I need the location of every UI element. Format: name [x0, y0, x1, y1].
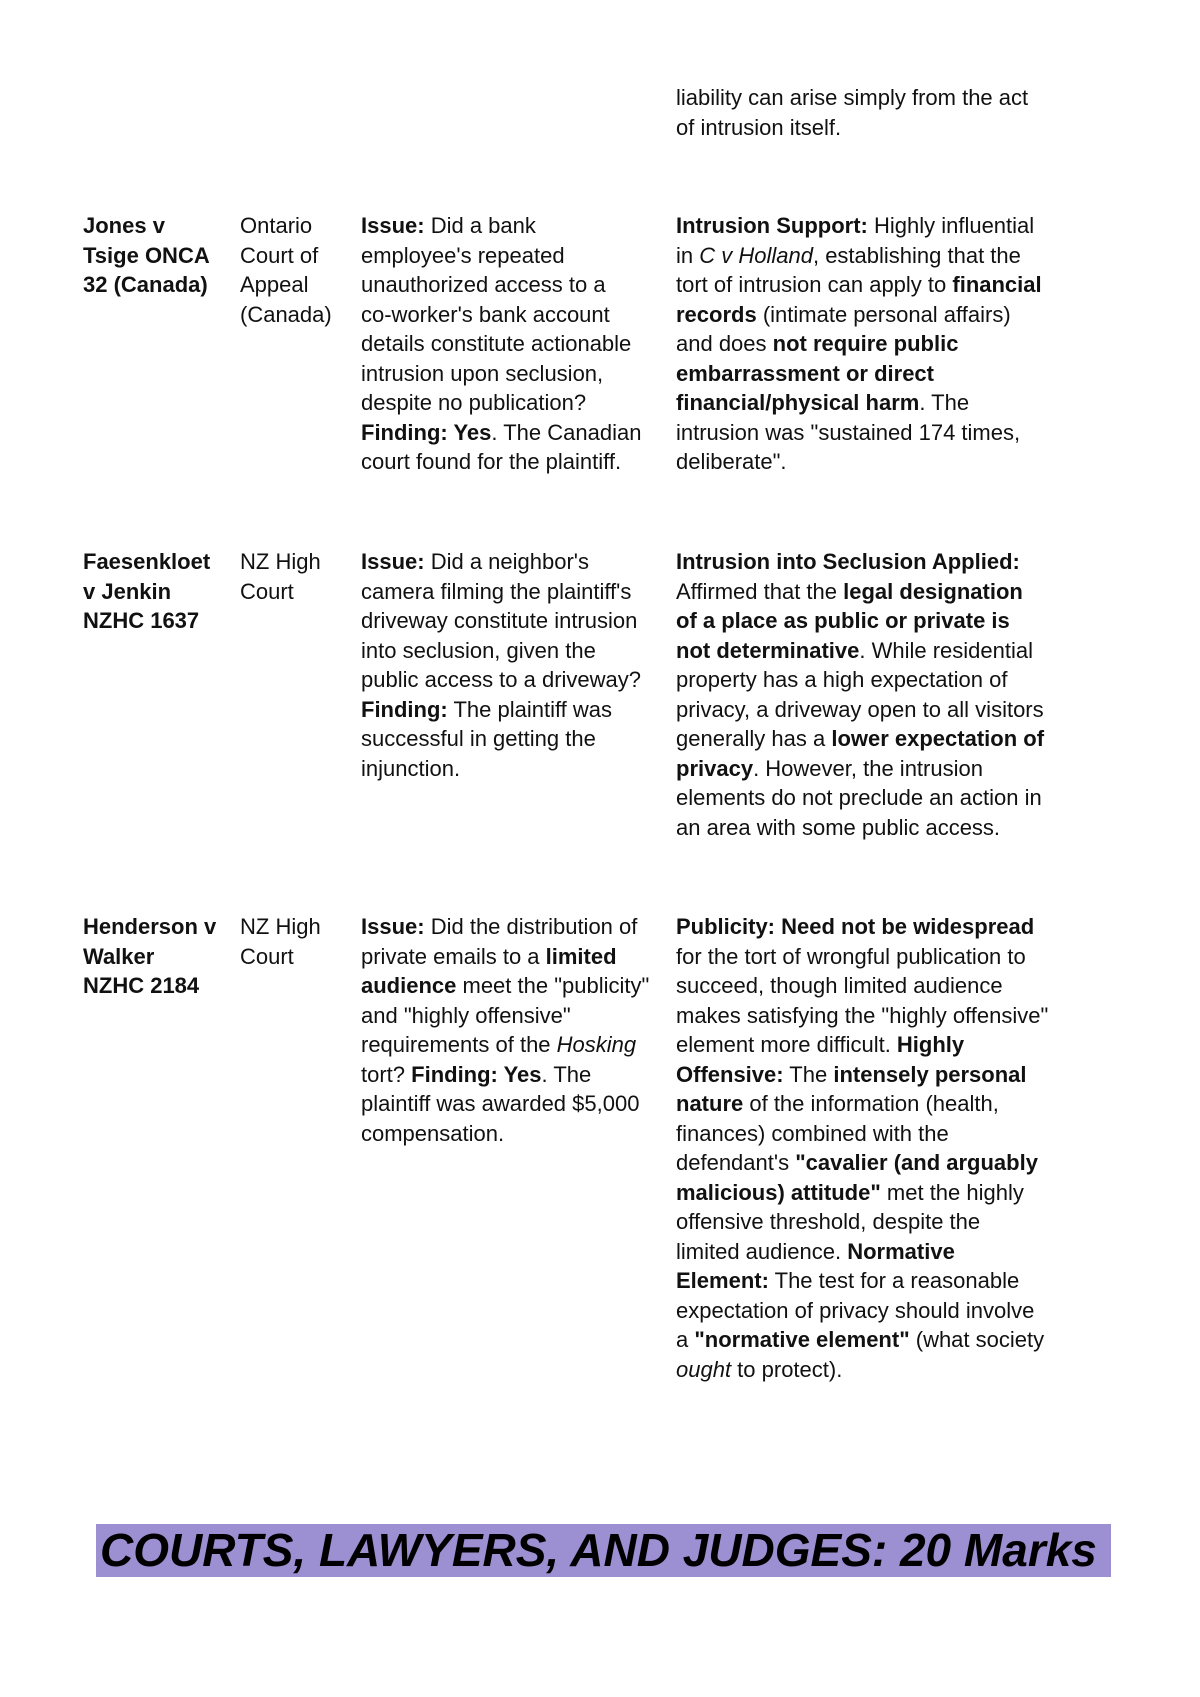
text-run: liability can arise simply from the act — [676, 85, 1029, 110]
text-line — [240, 241, 355, 271]
text-line — [676, 547, 1086, 577]
bold-text-run: financial/physical harm — [676, 390, 920, 415]
text-run: successful in getting the — [361, 726, 596, 751]
bold-text-run: Issue: — [361, 213, 425, 238]
text-run: Highly influential — [867, 213, 1035, 238]
bold-text-run: Publicity: Need not be widespread — [676, 914, 1035, 939]
text-line — [361, 971, 666, 1001]
text-run: (Canada) — [240, 301, 332, 327]
text-run: details constitute actionable — [361, 331, 632, 356]
text-run: . The — [541, 1061, 592, 1087]
text-line — [676, 388, 1086, 418]
bold-text-run: not determinative — [676, 637, 860, 663]
text-line — [83, 942, 233, 972]
italic-text-run: Hosking — [556, 1032, 637, 1057]
text-line — [361, 300, 666, 330]
text-run: Did a bank — [424, 213, 536, 238]
court-cell — [240, 912, 355, 971]
text-line — [676, 813, 1086, 843]
bold-text-run: of a place as public or private is — [676, 608, 1010, 633]
text-run: . While residential — [859, 637, 1034, 663]
text-line — [83, 971, 233, 1001]
text-line — [361, 665, 666, 695]
text-run: a — [676, 1327, 695, 1352]
text-run: Did a neighbor's — [424, 549, 590, 574]
text-run: an area with some public access. — [676, 814, 1001, 840]
text-run: Appeal — [240, 272, 309, 297]
bold-text-run: Intrusion Support: — [676, 213, 868, 238]
section-heading: COURTS, LAWYERS, AND JUDGES: 20 Marks — [100, 1524, 1097, 1576]
court-cell — [240, 211, 355, 329]
text-run: Court of — [240, 242, 319, 268]
text-line — [676, 270, 1086, 300]
bold-text-run: Issue: — [361, 914, 425, 939]
text-line — [676, 754, 1086, 784]
text-run: requirements of the — [361, 1032, 557, 1057]
text-line — [361, 912, 666, 942]
text-run: offensive threshold, despite the — [676, 1209, 981, 1234]
issue-finding-cell — [361, 211, 666, 477]
text-line — [361, 418, 666, 448]
text-line — [676, 606, 1086, 636]
text-line — [676, 241, 1086, 271]
analysis-cell — [676, 912, 1086, 1384]
bold-text-run: Finding: — [361, 696, 448, 722]
text-line — [676, 1089, 1086, 1119]
text-run: into seclusion, given the — [361, 637, 596, 663]
text-run: Court — [240, 578, 294, 604]
text-line — [83, 912, 233, 942]
text-run: finances) combined with the — [676, 1120, 949, 1146]
text-line — [676, 1178, 1086, 1208]
text-run: generally has a — [676, 726, 832, 751]
text-run: of the information (health, — [743, 1091, 999, 1116]
text-run: The — [783, 1061, 834, 1087]
case-name-cell — [83, 211, 233, 300]
text-run: Court — [240, 943, 294, 969]
bold-text-run: Finding: Yes — [361, 419, 492, 445]
text-line — [676, 300, 1086, 330]
text-line — [240, 300, 355, 330]
text-line — [240, 577, 355, 607]
text-run: and does — [676, 331, 773, 356]
text-line — [361, 1089, 666, 1119]
text-line — [676, 1355, 1086, 1385]
text-run: v Jenkin — [83, 578, 172, 604]
text-line — [676, 577, 1086, 607]
text-run: NZHC 2184 — [83, 973, 200, 998]
italic-text-run: C v Holland — [699, 242, 813, 268]
text-run: in — [676, 242, 700, 268]
text-line — [361, 270, 666, 300]
text-run: camera filming the plaintiff's — [361, 578, 632, 604]
text-run: plaintiff was awarded $5,000 — [361, 1091, 640, 1116]
text-line — [361, 1060, 666, 1090]
text-line — [361, 606, 666, 636]
text-line — [676, 359, 1086, 389]
bold-text-run: "cavalier (and arguably — [795, 1150, 1038, 1175]
text-run: 32 (Canada) — [83, 272, 208, 297]
text-line — [240, 942, 355, 972]
bold-text-run: limited — [545, 943, 617, 969]
text-line — [361, 636, 666, 666]
bold-text-run: records — [676, 301, 757, 327]
text-line — [361, 942, 666, 972]
text-line — [676, 1296, 1086, 1326]
case-name-cell — [83, 912, 233, 1001]
text-run: expectation of privacy should involve — [676, 1297, 1035, 1323]
text-line — [361, 447, 666, 477]
bold-text-run: Highly — [896, 1032, 965, 1057]
bold-text-run: lower expectation of — [831, 726, 1045, 751]
text-run: property has a high expectation of — [676, 667, 1008, 692]
text-line — [361, 547, 666, 577]
text-line — [361, 724, 666, 754]
text-line — [361, 211, 666, 241]
text-line — [676, 113, 1086, 143]
bold-text-run: intensely personal — [833, 1061, 1027, 1087]
case-name-cell — [83, 547, 233, 636]
text-run: The test for a reasonable — [768, 1268, 1020, 1293]
text-line — [676, 1325, 1086, 1355]
text-line — [240, 270, 355, 300]
bold-text-run: Normative — [847, 1238, 955, 1264]
bold-text-run: privacy — [676, 755, 754, 781]
text-run: . However, the intrusion — [753, 755, 983, 781]
text-line — [676, 1001, 1086, 1031]
text-run: public access to a driveway? — [361, 667, 642, 692]
text-line — [676, 1060, 1086, 1090]
text-line — [83, 211, 233, 241]
text-line — [83, 241, 233, 271]
bold-text-run: Finding: Yes — [411, 1061, 542, 1087]
text-run: element more difficult. — [676, 1032, 897, 1057]
text-run: of intrusion itself. — [676, 114, 842, 140]
text-line — [676, 942, 1086, 972]
text-line — [83, 547, 233, 577]
bold-text-run: "normative element" — [694, 1327, 910, 1352]
text-run: private emails to a — [361, 943, 546, 969]
text-line — [676, 971, 1086, 1001]
text-run: privacy, a driveway open to all visitors — [676, 696, 1044, 722]
text-line — [676, 724, 1086, 754]
text-run: intrusion upon seclusion, — [361, 360, 604, 386]
italic-text-run: ought — [676, 1356, 732, 1382]
text-line — [676, 1237, 1086, 1267]
text-line — [676, 1148, 1086, 1178]
text-run: injunction. — [361, 755, 461, 781]
text-line — [83, 270, 233, 300]
bold-text-run: legal designation — [843, 578, 1023, 604]
text-run: Faesenkloet — [83, 549, 211, 574]
bold-text-run: Element: — [676, 1268, 769, 1293]
continued-analysis-cell — [676, 83, 1086, 142]
text-line — [676, 211, 1086, 241]
section-heading-bar — [96, 1524, 1111, 1577]
text-line — [676, 912, 1086, 942]
text-line — [361, 1001, 666, 1031]
analysis-cell — [676, 547, 1086, 842]
bold-text-run: nature — [676, 1091, 744, 1116]
text-line — [361, 329, 666, 359]
text-run: compensation. — [361, 1120, 505, 1146]
text-line — [361, 577, 666, 607]
text-run: Ontario — [240, 213, 313, 238]
text-run: tort? — [361, 1061, 412, 1087]
text-run: tort of intrusion can apply to — [676, 272, 953, 297]
text-line — [676, 447, 1086, 477]
text-run: Tsige ONCA — [83, 242, 210, 268]
bold-text-run: financial — [952, 272, 1042, 297]
text-run: NZ High — [240, 914, 321, 939]
text-line — [676, 1030, 1086, 1060]
text-run: deliberate". — [676, 449, 787, 474]
bold-text-run: audience — [361, 973, 457, 998]
text-line — [361, 241, 666, 271]
bold-text-run: malicious) attitude" — [676, 1179, 881, 1205]
text-run: (what society — [909, 1327, 1045, 1352]
analysis-cell — [676, 211, 1086, 477]
text-line — [83, 577, 233, 607]
text-run: limited audience. — [676, 1238, 848, 1264]
text-run: Did the distribution of — [424, 914, 638, 939]
text-line — [361, 695, 666, 725]
text-run: met the highly — [880, 1179, 1024, 1205]
text-run: despite no publication? — [361, 390, 587, 415]
text-run: succeed, though limited audience — [676, 973, 1003, 998]
text-run: intrusion was "sustained 174 times, — [676, 419, 1021, 445]
text-line — [676, 1207, 1086, 1237]
text-run: Affirmed that the — [676, 578, 844, 604]
text-line — [676, 665, 1086, 695]
text-run: for the tort of wrongful publication to — [676, 943, 1026, 969]
text-run: The plaintiff was — [447, 696, 613, 722]
text-run: driveway constitute intrusion — [361, 608, 638, 633]
text-run: unauthorized access to a — [361, 272, 606, 297]
text-run: Jones v — [83, 213, 165, 238]
text-line — [676, 329, 1086, 359]
text-run: , establishing that the — [812, 242, 1021, 268]
text-line — [361, 388, 666, 418]
issue-finding-cell — [361, 912, 666, 1148]
text-run: co-worker's bank account — [361, 301, 610, 327]
text-run: NZHC 1637 — [83, 608, 200, 633]
court-cell — [240, 547, 355, 606]
text-line — [361, 754, 666, 784]
text-line — [676, 418, 1086, 448]
bold-text-run: not require public — [772, 331, 959, 356]
bold-text-run: Issue: — [361, 549, 425, 574]
text-line — [676, 1266, 1086, 1296]
text-run: meet the "publicity" — [456, 973, 650, 998]
text-line — [676, 1119, 1086, 1149]
issue-finding-cell — [361, 547, 666, 783]
bold-text-run: Offensive: — [676, 1061, 784, 1087]
text-line — [676, 636, 1086, 666]
text-run: court found for the plaintiff. — [361, 449, 622, 474]
bold-text-run: Intrusion into Seclusion Applied: — [676, 549, 1020, 574]
bold-text-run: embarrassment or direct — [676, 360, 934, 386]
text-run: defendant's — [676, 1150, 796, 1175]
text-line — [240, 211, 355, 241]
text-run: Walker — [83, 943, 155, 969]
text-line — [676, 695, 1086, 725]
text-line — [361, 1119, 666, 1149]
text-run: NZ High — [240, 549, 321, 574]
text-run: and "highly offensive" — [361, 1002, 571, 1028]
text-run: employee's repeated — [361, 242, 565, 268]
text-line — [676, 783, 1086, 813]
text-run: elements do not preclude an action in — [676, 785, 1042, 810]
text-line — [240, 547, 355, 577]
text-run: makes satisfying the "highly offensive" — [676, 1002, 1049, 1028]
text-line — [361, 359, 666, 389]
text-run: . The Canadian — [491, 419, 642, 445]
text-run: (intimate personal affairs) — [756, 301, 1011, 327]
text-line — [361, 1030, 666, 1060]
text-line — [240, 912, 355, 942]
text-run: to protect). — [731, 1356, 843, 1382]
text-run: Henderson v — [83, 914, 217, 939]
text-run: . The — [919, 390, 970, 415]
text-line — [676, 83, 1086, 113]
text-line — [83, 606, 233, 636]
